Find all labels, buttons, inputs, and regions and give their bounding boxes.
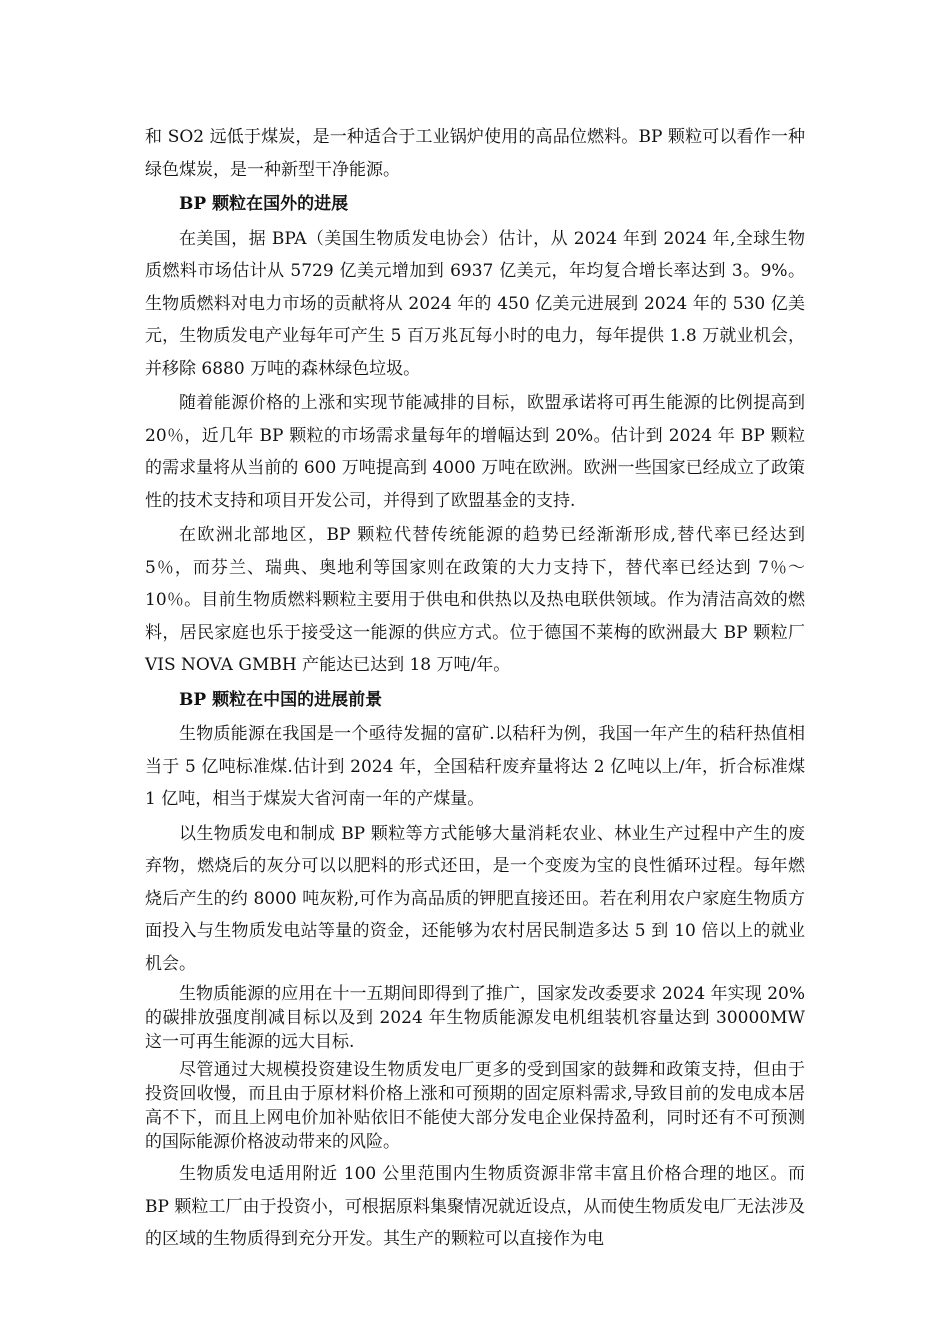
paragraph-biomass-china: 生物质能源在我国是一个亟待发掘的富矿.以秸秆为例，我国一年产生的秸秆热值相当于 5 亿吨标准煤.估计到 2024 年，全国秸秆废弃量将达 2 亿吨以上/年，折合标准煤 1 亿吨，相当于煤炭大省河南一年的产煤量。 [145,724,805,809]
paragraph-intro: 和 SO2 远低于煤炭，是一种适合于工业锅炉使用的高品位燃料。BP 颗粒可以看作一种绿色煤炭，是一种新型干净能源。 [145,127,805,180]
paragraph-policy: 生物质能源的应用在十一五期间即得到了推广，国家发改委要求 2024 年实现 20%的碳排放强度削减目标以及到 2024 年生物质能源发电机组装机容量达到 30000MW 这一可再生能源的远大目标. [145,984,805,1052]
paragraph-usa: 在美国，据 BPA（美国生物质发电协会）估计，从 2024 年到 2024 年,全球生物质燃料市场估计从 5729 亿美元增加到 6937 亿美元，年均复合增长率达到 3。9%。生物质燃料对电力市场的贡献将从 2024 年的 450 亿美元进展到 2024 年的 530 亿美元，生物质发电产业每年可产生 5 百万兆瓦每小时的电力，每年提供 1.8 万就业机会，并移除 6880 万吨的森林绿色垃圾。 [145,228,805,379]
section-heading-abroad: BP 颗粒在国外的进展 [179,194,349,214]
paragraph-investment: 尽管通过大规模投资建设生物质发电厂更多的受到国家的鼓舞和政策支持，但由于投资回收慢，而且由于原材料价格上涨和可预期的固定原料需求,导致目前的发电成本居高不下，而且上网电价加补贴依旧不能使大部分发电企业保持盈利，同时还有不可预测的国际能源价格波动带来的风险。 [145,1060,805,1152]
paragraph-north-europe: 在欧洲北部地区，BP 颗粒代替传统能源的趋势已经渐渐形成,替代率已经达到 5％，而芬兰、瑞典、奥地利等国家则在政策的大力支持下，替代率已经达到 7％～10％。目前生物质燃料颗粒主要用于供电和供热以及热电联供领域。作为清洁高效的燃料，居民家庭也乐于接受这一能源的供应方式。位于德国不莱梅的欧洲最大 BP 颗粒厂 VIS NOVA GMBH 产能达已达到 18 万吨/年。 [145,525,805,675]
document-page [145,121,805,1258]
paragraph-bp-plant: 生物质发电适用附近 100 公里范围内生物质资源非常丰富且价格合理的地区。而 BP 颗粒工厂由于投资小，可根据原料集聚情况就近设点，从而使生物质发电厂无法涉及的区域的生物质得到充分开发。其生产的颗粒可以直接作为电 [145,1164,805,1249]
paragraph-eu: 随着能源价格的上涨和实现节能减排的目标，欧盟承诺将可再生能源的比例提高到 20％，近几年 BP 颗粒的市场需求量每年的增幅达到 20%。估计到 2024 年 BP 颗粒的需求量将从当前的 600 万吨提高到 4000 万吨在欧洲。欧洲一些国家已经成立了政策性的技术支持和项目开发公司，并得到了欧盟基金的支持. [145,393,805,511]
paragraph-waste-recycling: 以生物质发电和制成 BP 颗粒等方式能够大量消耗农业、林业生产过程中产生的废弃物，燃烧后的灰分可以以肥料的形式还田，是一个变废为宝的良性循环过程。每年燃烧后产生的约 8000 吨灰粉,可作为高品质的钾肥直接还田。若在利用农户家庭生物质方面投入与生物质发电站等量的资金，还能够为农村居民制造多达 5 到 10 倍以上的就业机会。 [145,823,805,974]
section-heading-china: BP 颗粒在中国的进展前景 [179,689,383,710]
